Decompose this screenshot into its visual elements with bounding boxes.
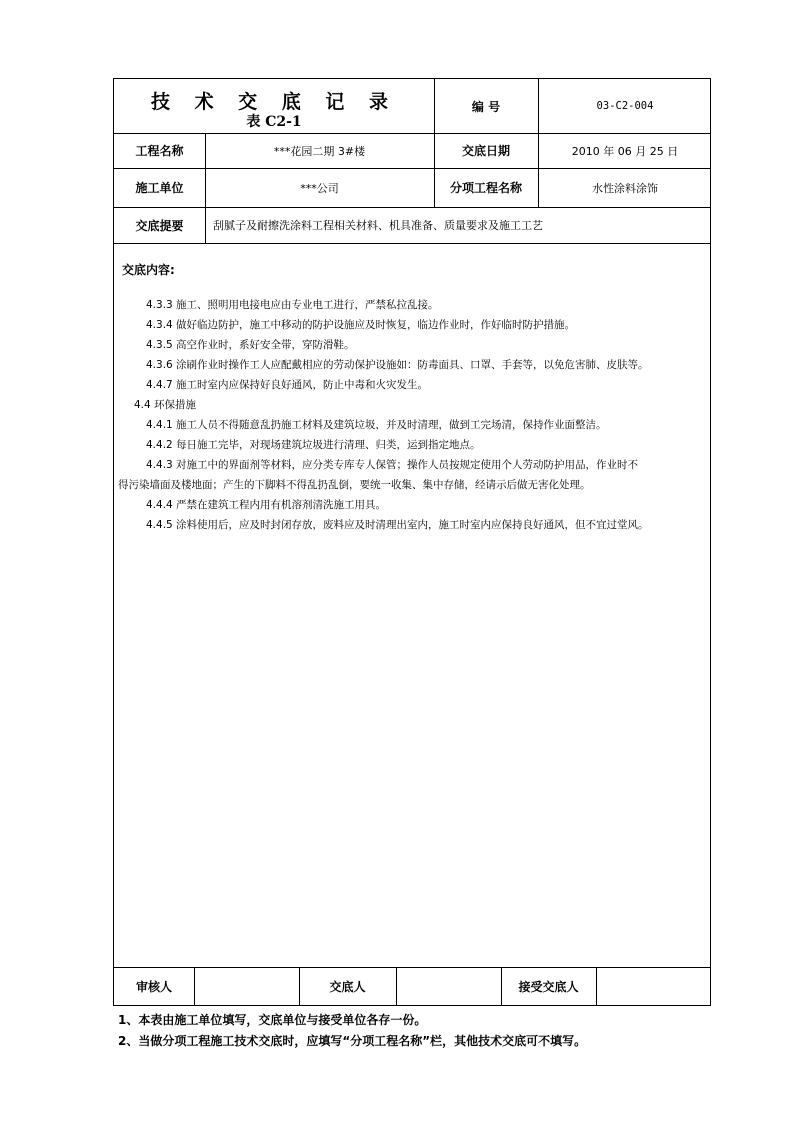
- project-name-label: 工程名称: [135, 144, 184, 158]
- content-line: 4.4.7 施工时室内应保持好良好通风，防止中毒和火灾发生。: [146, 379, 429, 391]
- presenter-label: 交底人: [329, 979, 366, 994]
- note-item: 1、本表由施工单位填写，交底单位与接受单位各存一份。: [118, 1013, 427, 1027]
- form-title: 技 术 交 底 记 录: [150, 90, 398, 113]
- content-line: 4.4.4 严禁在建筑工程内用有机溶剂清洗施工用具。: [146, 499, 387, 511]
- form-title-cell: [114, 79, 434, 113]
- content-line: 得污染墙面及楼地面；产生的下脚料不得乱扔乱倒，要统一收集、集中存储，经请示后做无害化处理。: [118, 479, 591, 491]
- content-line: 4.3.6 涂刷作业时操作工人应配戴相应的劳动保护设施如：防毒面具、口罩、手套等，以免危害肺、皮肤等。: [146, 359, 649, 371]
- note-item: 2、当做分项工程施工技术交底时，应填写“分项工程名称”栏，其他技术交底可不填写。: [118, 1034, 587, 1048]
- content-line: 4.4.1 施工人员不得随意乱扔施工材料及建筑垃圾，并及时清理，做到工完场清，保持作业面整洁。: [146, 419, 607, 431]
- form-code: 表 C2-1: [246, 114, 302, 130]
- reviewer-label: 审核人: [135, 979, 172, 994]
- summary-value: 刮腻子及耐擦洗涂料工程相关材料、机具准备、质量要求及施工工艺: [213, 219, 543, 232]
- form-notes: [118, 1010, 586, 1052]
- number-label: 编 号: [471, 99, 501, 114]
- content-line: 4.4.3 对施工中的界面剂等材料，应分类专库专人保管；操作人员按规定使用个人劳动防护用品，作业时不: [146, 459, 639, 471]
- briefing-content: [114, 247, 712, 967]
- contractor-label: 施工单位: [135, 181, 184, 195]
- summary-label: 交底提要: [135, 218, 184, 233]
- subproject-value: 水性涂料涂饰: [592, 181, 658, 195]
- content-line: 4.4.2 每日施工完毕，对现场建筑垃圾进行清理、归类，运到指定地点。: [146, 439, 481, 451]
- content-line: 4.3.3 施工、照明用电接电应由专业电工进行，严禁私拉乱接。: [146, 299, 439, 311]
- technical-briefing-form: [113, 78, 711, 1006]
- presenter-value: [396, 967, 501, 1005]
- reviewer-value: [194, 967, 299, 1005]
- content-label: 交底内容:: [122, 263, 175, 277]
- content-line: 4.4 环保措施: [134, 399, 197, 411]
- contractor-value: ***公司: [300, 181, 339, 195]
- receiver-label: 接受交底人: [518, 979, 579, 994]
- content-line: 4.4.5 涂料使用后，应及时封闭存放，废料应及时清理出室内，施工时室内应保持良好通风，但不宜过堂风。: [146, 519, 649, 531]
- project-name-value: ***花园二期 3#楼: [273, 144, 366, 158]
- receiver-value: [596, 967, 712, 1005]
- date-value: 2010 年 06 月 25 日: [571, 144, 679, 158]
- subproject-label: 分项工程名称: [449, 181, 522, 195]
- number-value: 03-C2-004: [596, 100, 654, 112]
- content-line: 4.3.5 高空作业时，系好安全带，穿防滑鞋。: [146, 339, 355, 351]
- form-code-cell: [114, 109, 434, 133]
- content-line: 4.3.4 做好临边防护，施工中移动的防护设施应及时恢复，临边作业时，作好临时防护措施。: [146, 319, 576, 331]
- date-label: 交底日期: [461, 144, 510, 158]
